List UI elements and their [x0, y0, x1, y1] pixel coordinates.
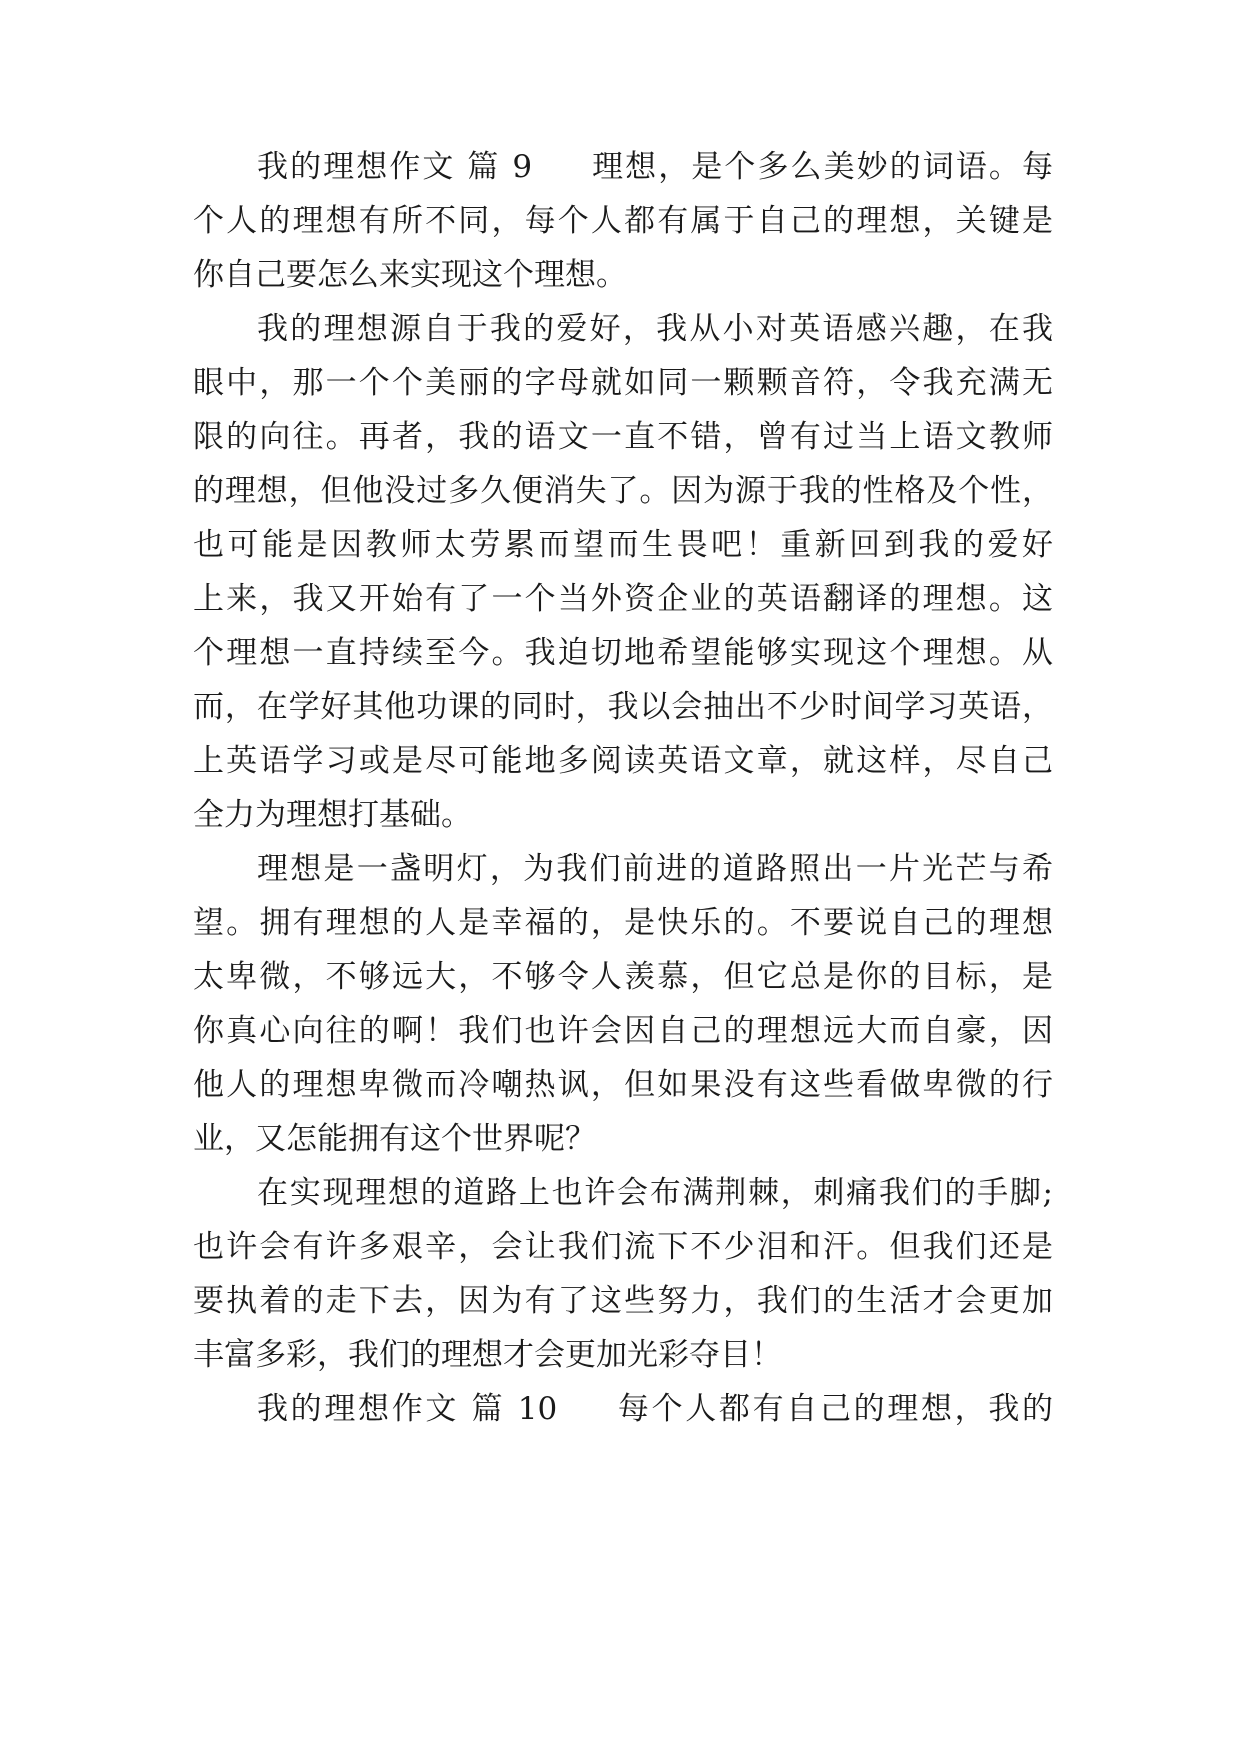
text-line: 业，又怎能拥有这个世界呢？ — [193, 1121, 596, 1157]
text-line: 望。拥有理想的人是幸福的，是快乐的。不要说自己的理想 — [193, 905, 1053, 941]
text-line: 眼中，那一个个美丽的字母就如同一颗颗音符，令我充满无 — [193, 365, 1053, 401]
text-line: 全力为理想打基础。 — [193, 797, 472, 833]
text-line: 也可能是因教师太劳累而望而生畏吧！重新回到我的爱好 — [193, 527, 1053, 563]
text-line: 每个人都有自己的理想，我的 — [615, 1391, 1054, 1427]
text-line: 个理想一直持续至今。我迫切地希望能够实现这个理想。从 — [193, 635, 1053, 671]
text-line: 个人的理想有所不同，每个人都有属于自己的理想，关键是 — [193, 203, 1053, 239]
text-line: 要执着的走下去，因为有了这些努力，我们的生活才会更加 — [193, 1283, 1053, 1319]
heading-title: 我的理想作文 篇 10 — [257, 1391, 558, 1427]
essay-heading-10 — [257, 1389, 1053, 1429]
text-line: 理想是一盏明灯，为我们前进的道路照出一片光芒与希 — [257, 851, 1053, 887]
text-line: 他人的理想卑微而冷嘲热讽，但如果没有这些看做卑微的行 — [193, 1067, 1053, 1103]
heading-title: 我的理想作文 篇 9 — [257, 149, 533, 185]
text-line: 的理想，但他没过多久便消失了。因为源于我的性格及个性， — [193, 473, 1053, 509]
text-line: 我的理想源自于我的爱好，我从小对英语感兴趣，在我 — [257, 311, 1053, 347]
text-line: 上来，我又开始有了一个当外资企业的英语翻译的理想。这 — [193, 581, 1053, 617]
text-line: 你真心向往的啊！我们也许会因自己的理想远大而自豪，因 — [193, 1013, 1053, 1049]
text-line: 太卑微，不够远大，不够令人羡慕，但它总是你的目标，是 — [193, 959, 1053, 995]
text-line: 在实现理想的道路上也许会布满荆棘，刺痛我们的手脚; — [257, 1175, 1053, 1211]
text-line: 丰富多彩，我们的理想才会更加光彩夺目！ — [193, 1337, 782, 1373]
text-line: 理想，是个多么美妙的词语。每 — [590, 149, 1053, 185]
essay-heading-9 — [257, 147, 1053, 187]
text-line: 而，在学好其他功课的同时，我以会抽出不少时间学习英语， — [193, 689, 1053, 725]
text-line: 你自己要怎么来实现这个理想。 — [193, 257, 627, 293]
text-line: 限的向往。再者，我的语文一直不错，曾有过当上语文教师 — [193, 419, 1053, 455]
text-line: 也许会有许多艰辛，会让我们流下不少泪和汗。但我们还是 — [193, 1229, 1053, 1265]
text-line: 上英语学习或是尽可能地多阅读英语文章，就这样，尽自己 — [193, 743, 1053, 779]
